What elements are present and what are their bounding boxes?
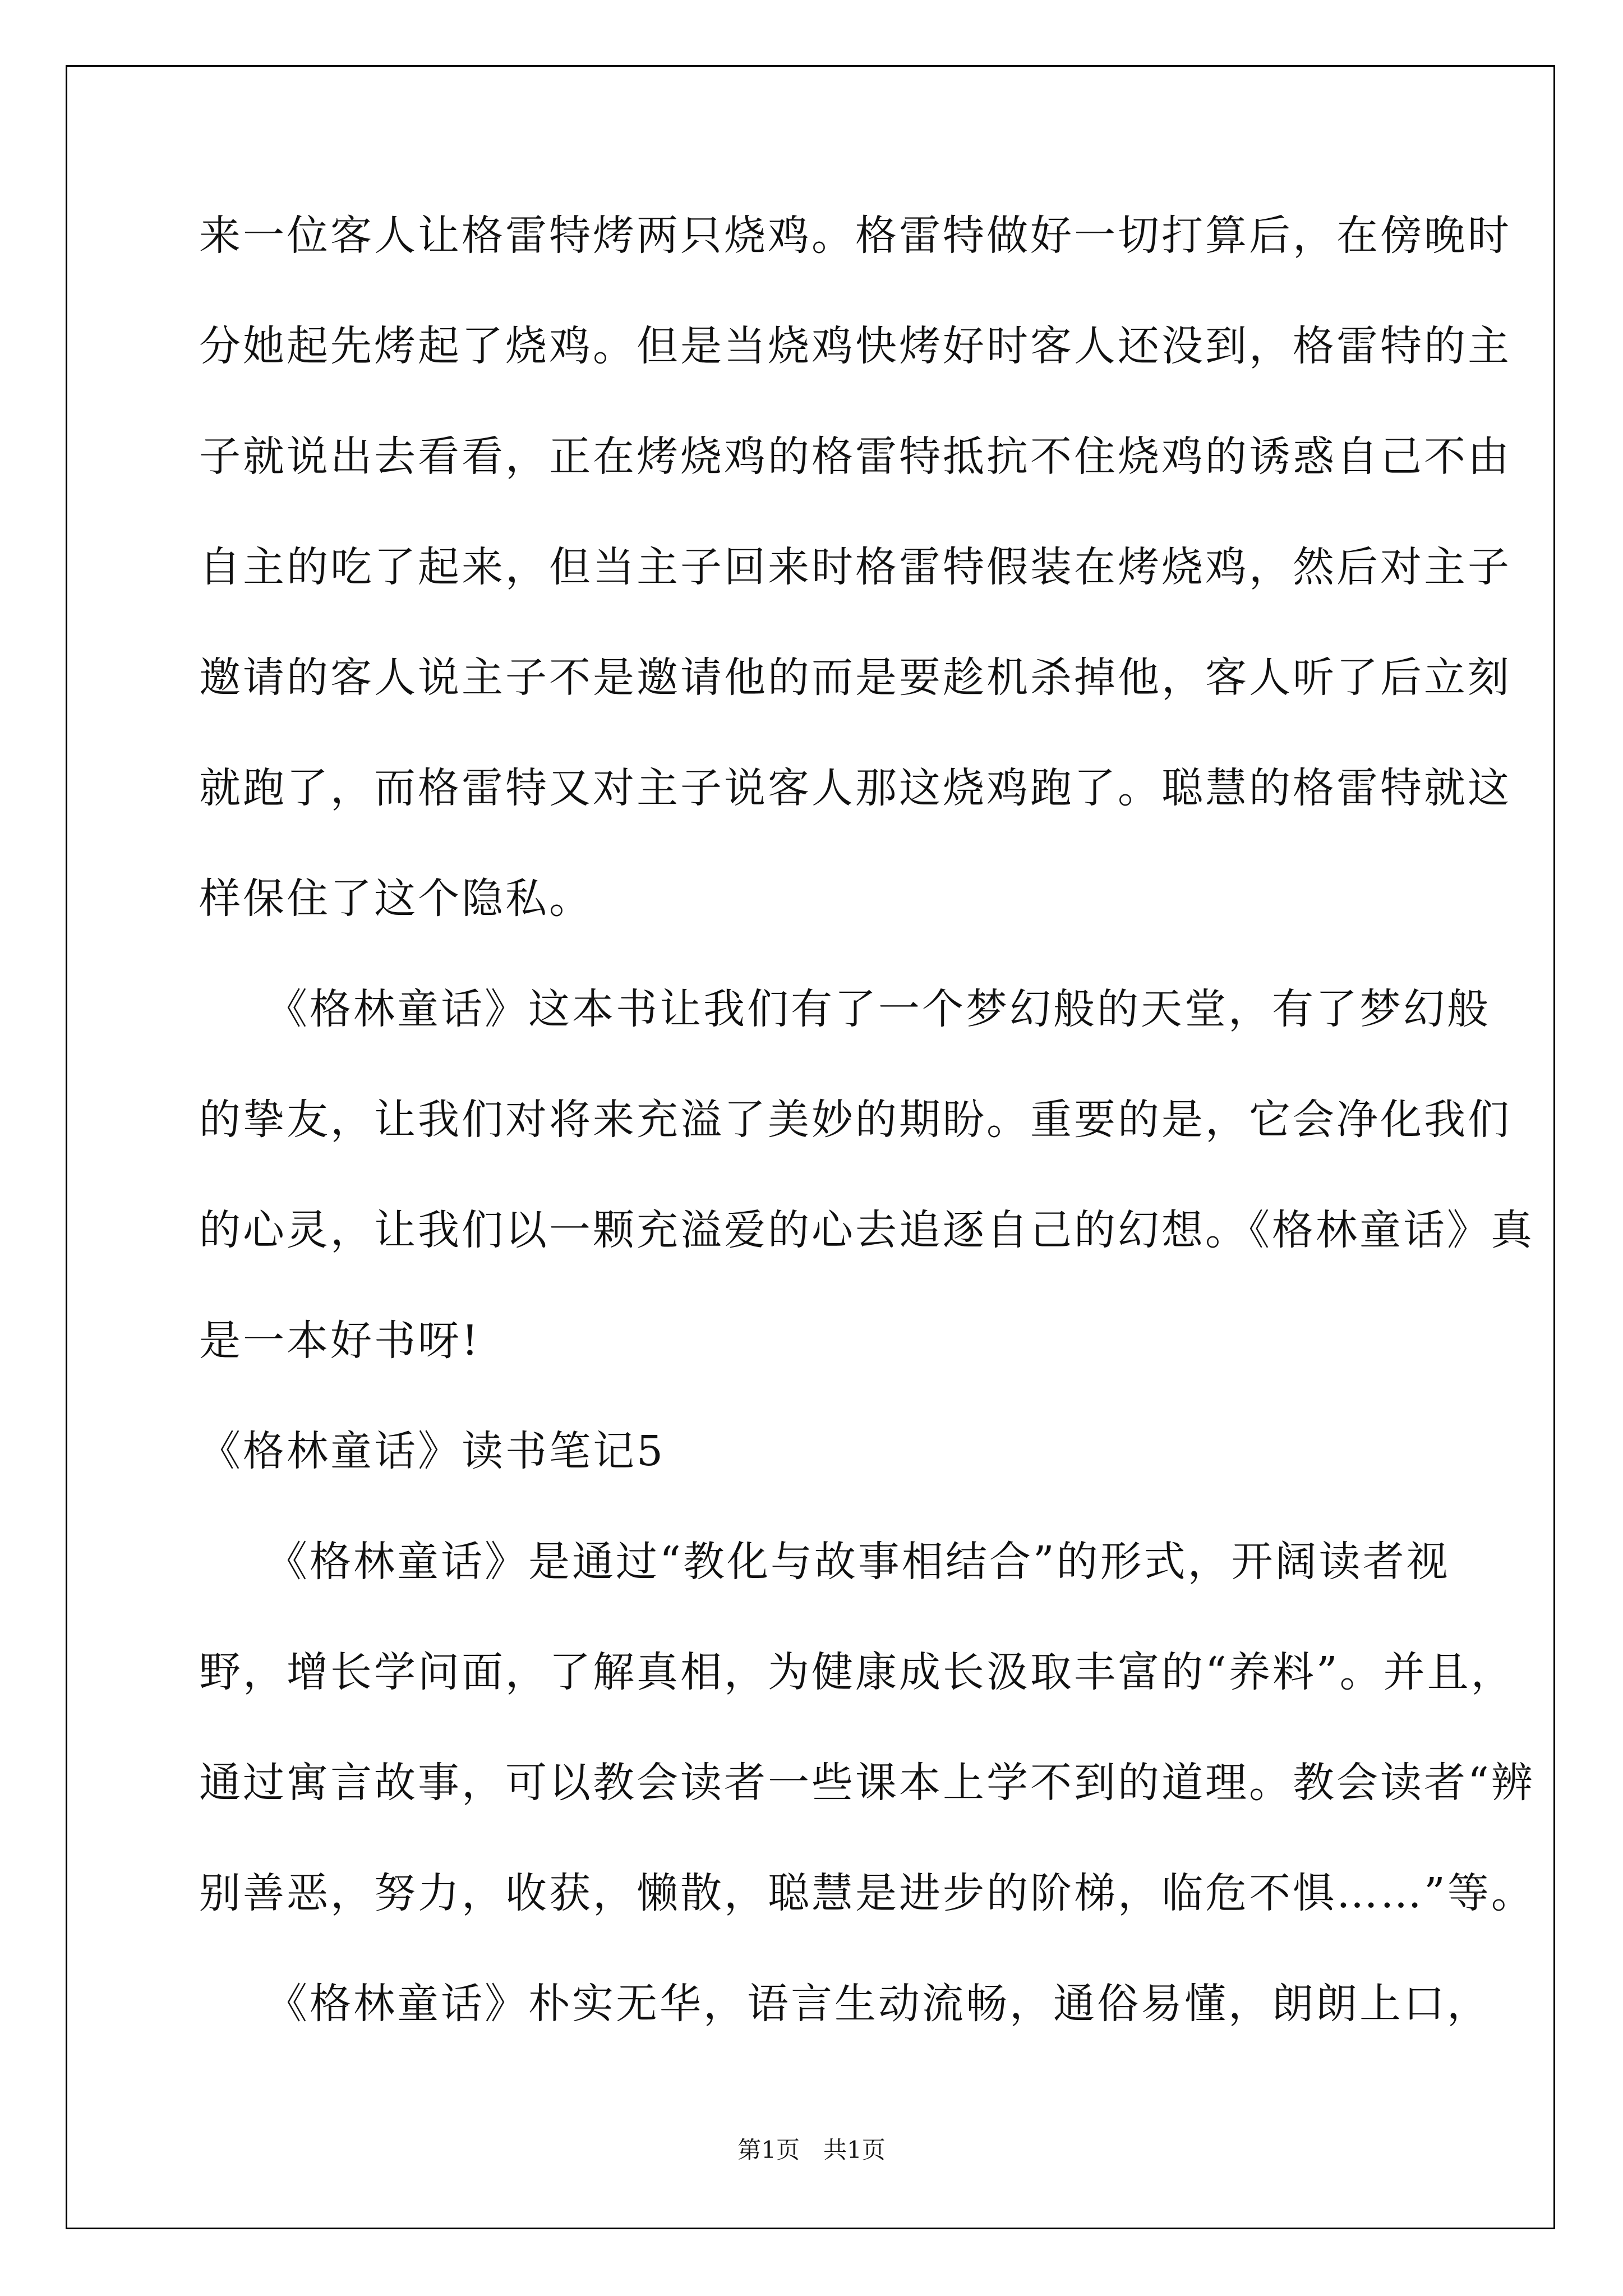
text-line: 来一位客人让格雷特烤两只烧鸡。格雷特做好一切打算后，在傍晚时: [199, 211, 1511, 260]
text-line: 自主的吃了起来，但当主子回来时格雷特假装在烤烧鸡，然后对主子: [199, 543, 1511, 591]
text-line: 的挚友，让我们对将来充溢了美妙的期盼。重要的是，它会净化我们: [199, 1096, 1511, 1144]
text-line: 的心灵，让我们以一颗充溢爱的心去追逐自己的幻想。《格林童话》真: [199, 1206, 1534, 1254]
paragraph-start-line: 《格林童话》朴实无华，语言生动流畅，通俗易懂，朗朗上口，: [199, 1980, 1491, 2028]
text-line: 通过寓言故事，可以教会读者一些课本上学不到的道理。教会读者“辨: [199, 1759, 1535, 1807]
text-line: 别善恶，努力，收获，懒散，聪慧是进步的阶梯，临危不惧……”等。: [199, 1869, 1535, 1917]
paragraph-start-line: 《格林童话》这本书让我们有了一个梦幻般的天堂，有了梦幻般: [199, 985, 1491, 1033]
paragraph-start-line: 《格林童话》是通过“教化与故事相结合”的形式，开阔读者视: [199, 1538, 1450, 1586]
text-line: 邀请的客人说主子不是邀请他的而是要趁机杀掉他，客人听了后立刻: [199, 654, 1511, 702]
section-heading: 《格林童话》读书笔记5: [199, 1427, 666, 1475]
text-line: 子就说出去看看，正在烤烧鸡的格雷特抵抗不住烧鸡的诱惑自己不由: [199, 432, 1511, 481]
text-line: 是一本好书呀!: [199, 1317, 481, 1365]
page-footer: 第1页 共1页: [737, 2136, 886, 2164]
text-line: 就跑了，而格雷特又对主子说客人那这烧鸡跑了。聪慧的格雷特就这: [199, 764, 1511, 812]
text-line: 样保住了这个隐私。: [199, 875, 593, 923]
text-line: 野，增长学问面，了解真相，为健康成长汲取丰富的“养料”。并且，: [199, 1648, 1515, 1696]
text-line: 分她起先烤起了烧鸡。但是当烧鸡快烤好时客人还没到，格雷特的主: [199, 322, 1511, 370]
